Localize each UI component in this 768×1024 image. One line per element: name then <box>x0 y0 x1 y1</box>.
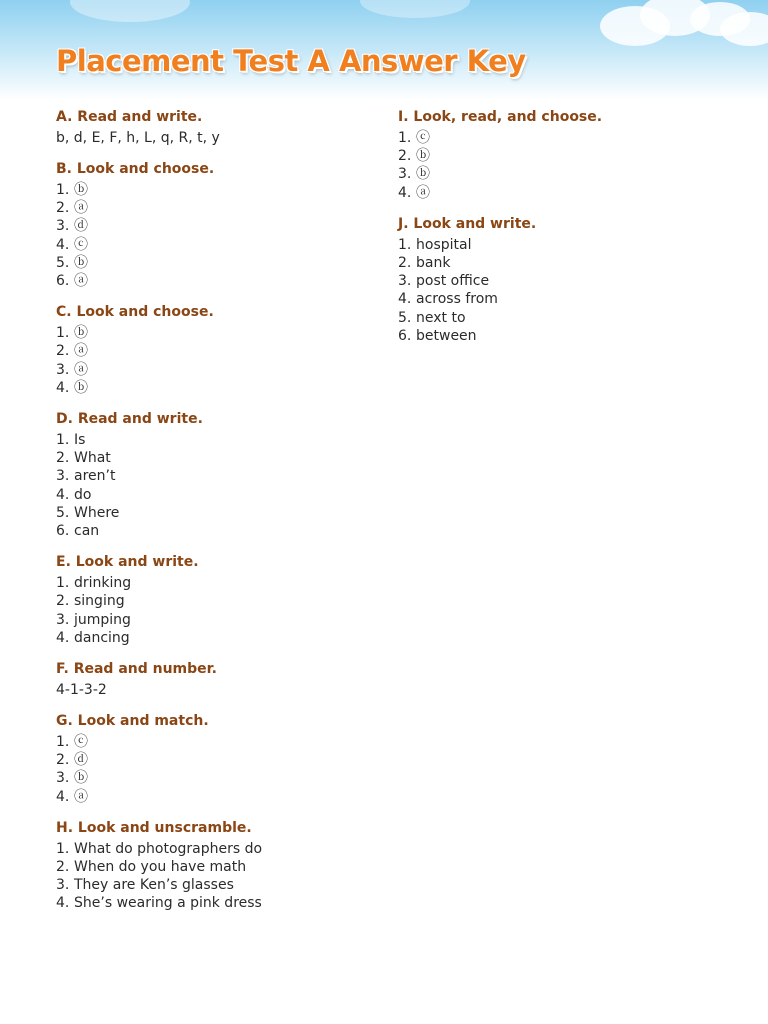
answer-item <box>398 272 728 290</box>
item-answer: ⓐ <box>74 788 88 805</box>
item-answer: ⓐ <box>74 200 88 217</box>
item-answer: Is <box>74 432 86 449</box>
answer-item <box>56 504 376 522</box>
answer-item <box>56 592 376 610</box>
section-heading: F. Read and number. <box>56 661 217 678</box>
item-answer: ⓓ <box>74 218 88 235</box>
answer-item <box>56 733 376 751</box>
item-number: 5. <box>56 504 70 521</box>
item-number: 1. <box>398 236 412 253</box>
item-number: 4. <box>398 291 412 308</box>
item-number: 2. <box>56 752 70 769</box>
item-answer: aren’t <box>74 468 116 485</box>
section-d <box>56 410 376 540</box>
answer-item <box>56 449 376 467</box>
item-answer: ⓓ <box>74 752 88 769</box>
answer-list <box>56 733 376 806</box>
item-answer: What do photographers do <box>74 840 263 857</box>
item-number: 4. <box>56 629 70 646</box>
answer-list <box>56 324 376 397</box>
section-heading: J. Look and write. <box>398 215 537 232</box>
answer-list <box>56 840 376 913</box>
answer-item <box>56 876 376 894</box>
section-heading: G. Look and match. <box>56 713 209 730</box>
section-j <box>398 215 728 345</box>
answer-item <box>56 361 376 379</box>
item-number: 2. <box>398 255 412 272</box>
cloud-decoration <box>720 12 768 46</box>
item-number: 2. <box>56 450 70 467</box>
item-number: 4. <box>56 379 70 396</box>
answer-item <box>56 840 376 858</box>
section-heading: I. Look, read, and choose. <box>398 109 603 125</box>
answer-item <box>398 290 728 308</box>
item-answer: ⓑ <box>74 325 88 342</box>
item-answer: ⓑ <box>416 166 430 183</box>
item-number: 1. <box>56 840 70 857</box>
item-answer: between <box>416 327 477 344</box>
item-number: 4. <box>398 184 412 201</box>
item-number: 2. <box>56 343 70 360</box>
answer-list <box>56 574 376 647</box>
answer-list <box>398 236 728 345</box>
answer-item <box>398 129 728 147</box>
answer-item <box>56 629 376 647</box>
item-answer: ⓑ <box>74 770 88 787</box>
answer-item <box>56 272 376 290</box>
item-answer: post office <box>416 273 490 290</box>
answer-list <box>398 129 728 202</box>
item-number: 6. <box>56 273 70 290</box>
answer-item <box>398 327 728 345</box>
section-i <box>398 108 728 202</box>
item-answer: across from <box>416 291 498 308</box>
right-column <box>398 108 728 358</box>
item-number: 2. <box>398 148 412 165</box>
section-e <box>56 553 376 647</box>
item-number: 4. <box>56 788 70 805</box>
item-number: 2. <box>56 593 70 610</box>
answer-item <box>56 342 376 360</box>
item-answer: jumping <box>74 611 131 628</box>
item-number: 3. <box>56 361 70 378</box>
answer-item <box>398 165 728 183</box>
item-number: 1. <box>56 575 70 592</box>
item-number: 6. <box>398 327 412 344</box>
item-answer: Where <box>74 504 120 521</box>
item-answer: can <box>74 523 100 540</box>
answer-list <box>56 181 376 290</box>
answer-item <box>56 611 376 629</box>
item-number: 4. <box>56 486 70 503</box>
item-answer: bank <box>416 255 451 272</box>
item-number: 6. <box>56 523 70 540</box>
section-heading: D. Read and write. <box>56 411 203 428</box>
section-heading: H. Look and unscramble. <box>56 819 252 836</box>
item-answer: drinking <box>74 575 132 592</box>
answer-item <box>398 184 728 202</box>
item-answer: ⓑ <box>74 254 88 271</box>
section-c <box>56 303 376 397</box>
answer-item <box>56 858 376 876</box>
item-answer: singing <box>74 593 125 610</box>
item-number: 5. <box>398 309 412 326</box>
item-number: 3. <box>56 877 70 894</box>
answer-list <box>56 431 376 540</box>
section-heading: C. Look and choose. <box>56 304 214 321</box>
item-answer: ⓐ <box>74 273 88 290</box>
answer-item <box>56 431 376 449</box>
section-b <box>56 160 376 290</box>
item-number: 2. <box>56 200 70 217</box>
item-number: 1. <box>56 325 70 342</box>
item-answer: ⓐ <box>74 361 88 378</box>
section-answer: b, d, E, F, h, L, q, R, t, y <box>56 130 220 146</box>
cloud-decoration <box>360 0 470 18</box>
item-answer: When do you have math <box>74 859 247 876</box>
item-answer: ⓒ <box>416 130 430 146</box>
item-number: 3. <box>56 218 70 235</box>
item-number: 2. <box>56 859 70 876</box>
answer-item <box>398 254 728 272</box>
item-answer: ⓐ <box>416 184 430 201</box>
answer-item <box>56 769 376 787</box>
item-number: 4. <box>56 895 70 912</box>
section-heading: E. Look and write. <box>56 554 199 571</box>
item-number: 3. <box>398 273 412 290</box>
item-number: 3. <box>398 166 412 183</box>
item-number: 3. <box>56 468 70 485</box>
answer-item <box>398 236 728 254</box>
item-number: 1. <box>56 734 70 751</box>
answer-item <box>56 254 376 272</box>
answer-item <box>56 236 376 254</box>
section-heading: A. Read and write. <box>56 109 203 125</box>
item-number: 1. <box>56 432 70 449</box>
answer-item <box>56 217 376 235</box>
answer-item <box>56 788 376 806</box>
item-answer: ⓐ <box>74 343 88 360</box>
item-number: 1. <box>398 130 412 146</box>
item-answer: They are Ken’s glasses <box>74 877 234 894</box>
item-number: 4. <box>56 236 70 253</box>
item-answer: ⓒ <box>74 734 88 751</box>
answer-item <box>56 751 376 769</box>
answer-item <box>56 379 376 397</box>
answer-item <box>56 467 376 485</box>
answer-item <box>56 522 376 540</box>
item-number: 3. <box>56 770 70 787</box>
answer-item <box>56 574 376 592</box>
answer-item <box>56 486 376 504</box>
item-answer: She’s wearing a pink dress <box>74 895 262 912</box>
item-answer: dancing <box>74 629 130 646</box>
item-number: 1. <box>56 182 70 198</box>
answer-item <box>398 147 728 165</box>
page-title: Placement Test A Answer Key <box>56 44 526 78</box>
item-answer: ⓒ <box>74 236 88 253</box>
left-column <box>56 108 376 926</box>
answer-item <box>56 181 376 199</box>
section-answer: 4-1-3-2 <box>56 682 107 699</box>
item-answer: ⓑ <box>416 148 430 165</box>
answer-item <box>398 309 728 327</box>
answer-item <box>56 894 376 912</box>
answer-item <box>56 199 376 217</box>
item-answer: What <box>74 450 111 467</box>
item-answer: next to <box>416 309 466 326</box>
item-answer: ⓑ <box>74 379 88 396</box>
item-number: 3. <box>56 611 70 628</box>
section-g <box>56 712 376 806</box>
item-answer: do <box>74 486 92 503</box>
item-number: 5. <box>56 254 70 271</box>
section-h <box>56 819 376 913</box>
section-heading: B. Look and choose. <box>56 161 215 177</box>
answer-item <box>56 324 376 342</box>
section-a <box>56 108 376 147</box>
item-answer: hospital <box>416 236 472 253</box>
item-answer: ⓑ <box>74 182 88 198</box>
section-f <box>56 660 376 699</box>
cloud-decoration <box>70 0 190 22</box>
